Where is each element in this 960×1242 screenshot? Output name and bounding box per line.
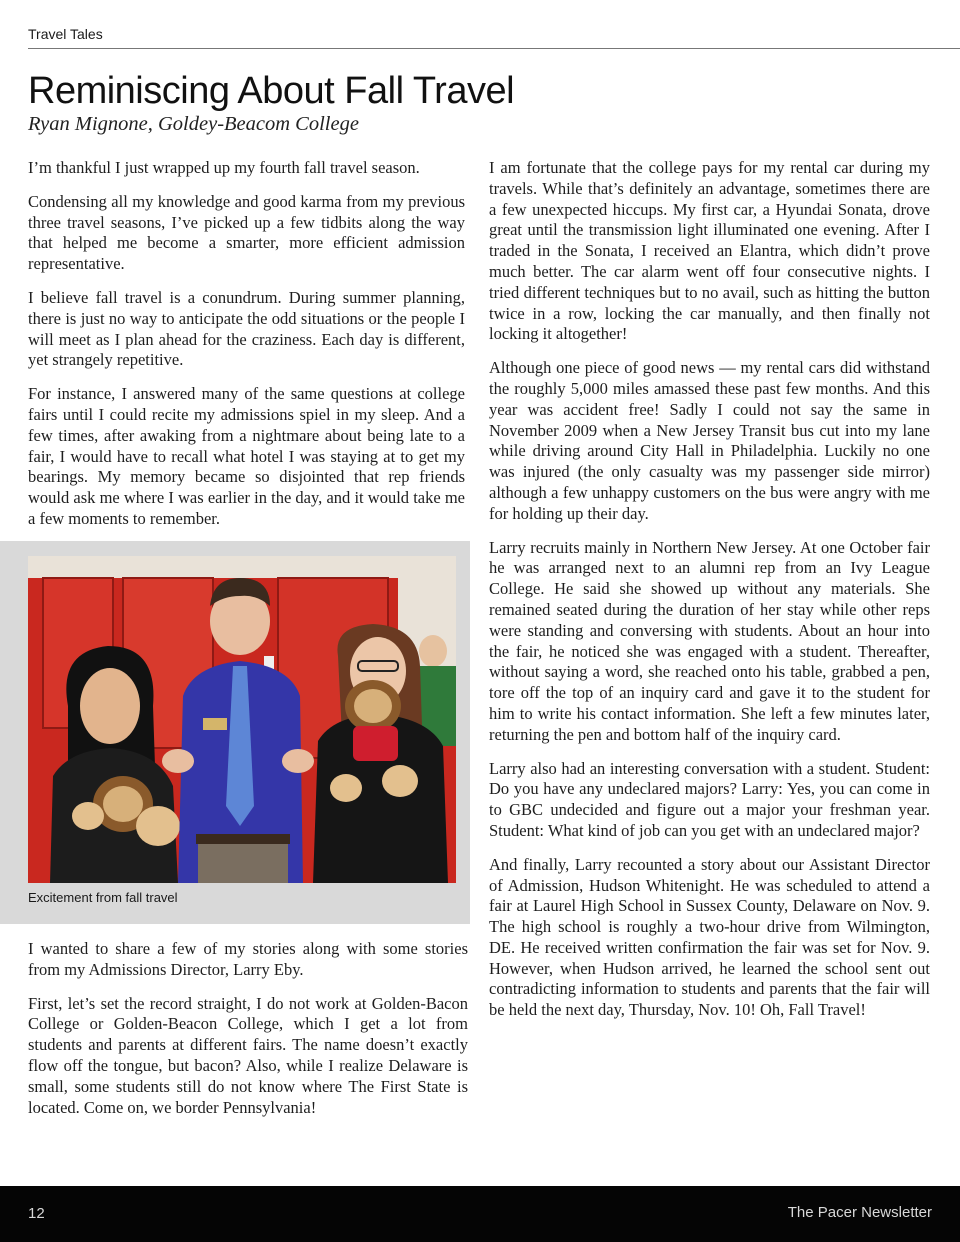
photo-panel xyxy=(0,541,470,924)
paragraph: First, let’s set the record straight, I do not work at Golden-Bacon College or Golden-Beacon College, which I get a lot from students and parents at different fairs. The name doesn’t exactly flow off the tongue, but bacon? Also, while I realize Delaware is small, some students still do not know where The First State is located. Come on, we border Pennsylvania! xyxy=(28,993,468,1117)
photo-illustration xyxy=(28,556,456,883)
paragraph: Larry also had an interesting conversation with a student. Student: Do you have any undeclared majors? Larry: Yes, you can come in to GBC undecided and figure out a major your freshman year. Student: What kind of job can you get with an undeclared major? xyxy=(489,758,930,840)
paragraph: For instance, I answered many of the same questions at college fairs until I could recite my admissions spiel in my sleep. And a few times, after awaking from a nightmare about being late to a fair, I would have to recall what hotel I was staying at to get my bearings. My memory became so disjointed that rep friends would ask me where I was earlier in the day, and it would take me a few moments to remember. xyxy=(28,384,465,528)
newsletter-name: The Pacer Newsletter xyxy=(787,1204,932,1221)
right-column xyxy=(489,158,930,1034)
left-column-top xyxy=(28,158,465,543)
paragraph: I believe fall travel is a conundrum. During summer planning, there is just no way to anticipate the odd situations or the people I will meet as I plan ahead for the craziness. Each day is different, yet strangely repetitive. xyxy=(28,287,465,370)
paragraph: Condensing all my knowledge and good karma from my previous three travel seasons, I’ve picked up a few tidbits along the way that helped me become a smarter, more efficient admission representative. xyxy=(28,191,465,274)
paragraph: I wanted to share a few of my stories along with some stories from my Admissions Director, Larry Eby. xyxy=(28,939,468,979)
header-rule xyxy=(28,48,960,49)
section-label: Travel Tales xyxy=(28,26,103,42)
paragraph: I am fortunate that the college pays for my rental car during my travels. While that’s definitely an advantage, sometimes there are a few unexpected hiccups. My first car, a Hyundai Sonata, drove great until the transmission light illuminated one evening. After I traded in the Sonata, I received an Elantra, which didn’t prove much better. The car alarm went off four consecutive nights. I tried different techniques but to no avail, such as hitting the button twice in a row, locking the car manually, and then finally not locking it altogether! xyxy=(489,158,930,344)
paragraph: Although one piece of good news — my rental cars did withstand the roughly 5,000 miles amassed these past few months. And this year was accident free! Sadly I could not say the same in November 2009 when a New Jersey Transit bus cut into my lane while driving around City Hall in Philadelphia. Luckily no one was injured (the only casualty was my passenger side mirror) although a few unhappy customers on the bus were angry with me for holding up their day. xyxy=(489,358,930,523)
page-footer xyxy=(0,1186,960,1242)
paragraph: And finally, Larry recounted a story about our Assistant Director of Admission, Hudson Whitenight. He was scheduled to attend a fair at Laurel High School in Sussex County, Delaware on Nov. 9. The high school is roughly a two-hour drive from Wilmington, DE. He received written confirmation the fair was set for Nov. 9. However, when Hudson arrived, he learned the school sent out contradicting information to students and parents that the fair will be held the next day, Thursday, Nov. 10! Oh, Fall Travel! xyxy=(489,854,930,1020)
paragraph: Larry recruits mainly in Northern New Jersey. At one October fair he was arranged next to an alumni rep from an Ivy League College. He said she showed up without any materials. She remained seated during the duration of her stay while other reps were standing and conversing with students. About an hour into the fair, he noticed she was engaged with a student. Thereafter, without saying a word, she reached onto his table, grabbed a pen, tore off the top of an inquiry card and gave it to the student for him to write his contact information. She left a few minutes later, returning the pen and bottom half of the inquiry card. xyxy=(489,537,930,744)
article-photo xyxy=(28,556,456,883)
page-number: 12 xyxy=(28,1205,45,1222)
paragraph: I’m thankful I just wrapped up my fourth fall travel season. xyxy=(28,158,420,177)
article-byline: Ryan Mignone, Goldey-Beacom College xyxy=(28,113,359,135)
left-column-bottom xyxy=(28,939,468,1131)
article-title: Reminiscing About Fall Travel xyxy=(28,70,515,112)
photo-caption: Excitement from fall travel xyxy=(28,890,178,905)
